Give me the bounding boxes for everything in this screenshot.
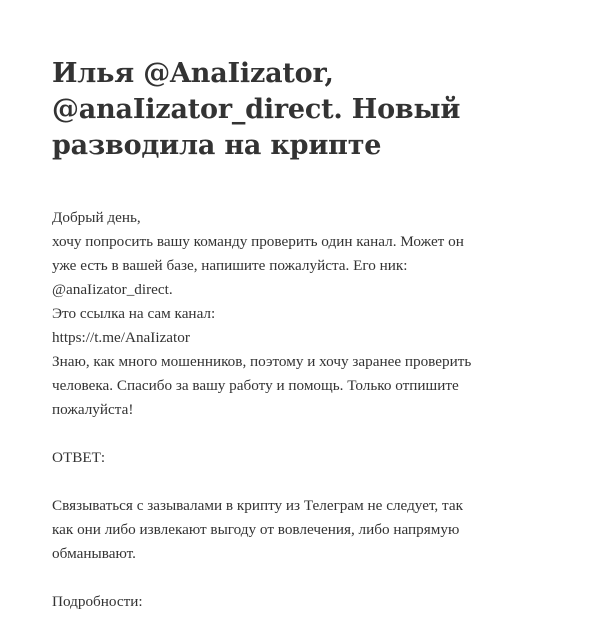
letter-line: пожалуйста!: [52, 401, 134, 418]
title-line: Илья @AnaIizator,: [52, 58, 334, 89]
article: [52, 56, 552, 638]
letter-line: уже есть в вашей базе, напишите пожалуйста. Его ник:: [52, 257, 408, 274]
title-line: разводила на крипте: [52, 130, 382, 161]
letter-line: Добрый день,: [52, 209, 141, 226]
answer-label-text: ОТВЕТ:: [52, 449, 106, 466]
article-body: [52, 206, 552, 614]
details-label-text: Подробности:: [52, 593, 143, 610]
answer-label: [52, 446, 552, 470]
letter-line: человека. Спасибо за вашу работу и помощь. Только отпишите: [52, 377, 459, 394]
letter-line: Знаю, как много мошенников, поэтому и хочу заранее проверить: [52, 353, 472, 370]
letter-line: Это ссылка на сам канал:: [52, 305, 216, 322]
answer-line: как они либо извлекают выгоду от вовлечения, либо напрямую: [52, 521, 460, 538]
answer-paragraph: [52, 494, 552, 566]
channel-nick: @anaIizator_direct.: [52, 281, 173, 298]
title-line: @anaIizator_direct. Новый: [52, 94, 461, 125]
letter-line: хочу попросить вашу команду проверить один канал. Может он: [52, 233, 464, 250]
letter-paragraph: [52, 206, 552, 422]
channel-link[interactable]: https://t.me/AnaIizator: [52, 329, 190, 346]
details-label: [52, 590, 552, 614]
answer-line: Связываться с зазывалами в крипту из Телеграм не следует, так: [52, 497, 463, 514]
answer-line: обманывают.: [52, 545, 136, 562]
article-title: [52, 56, 552, 164]
